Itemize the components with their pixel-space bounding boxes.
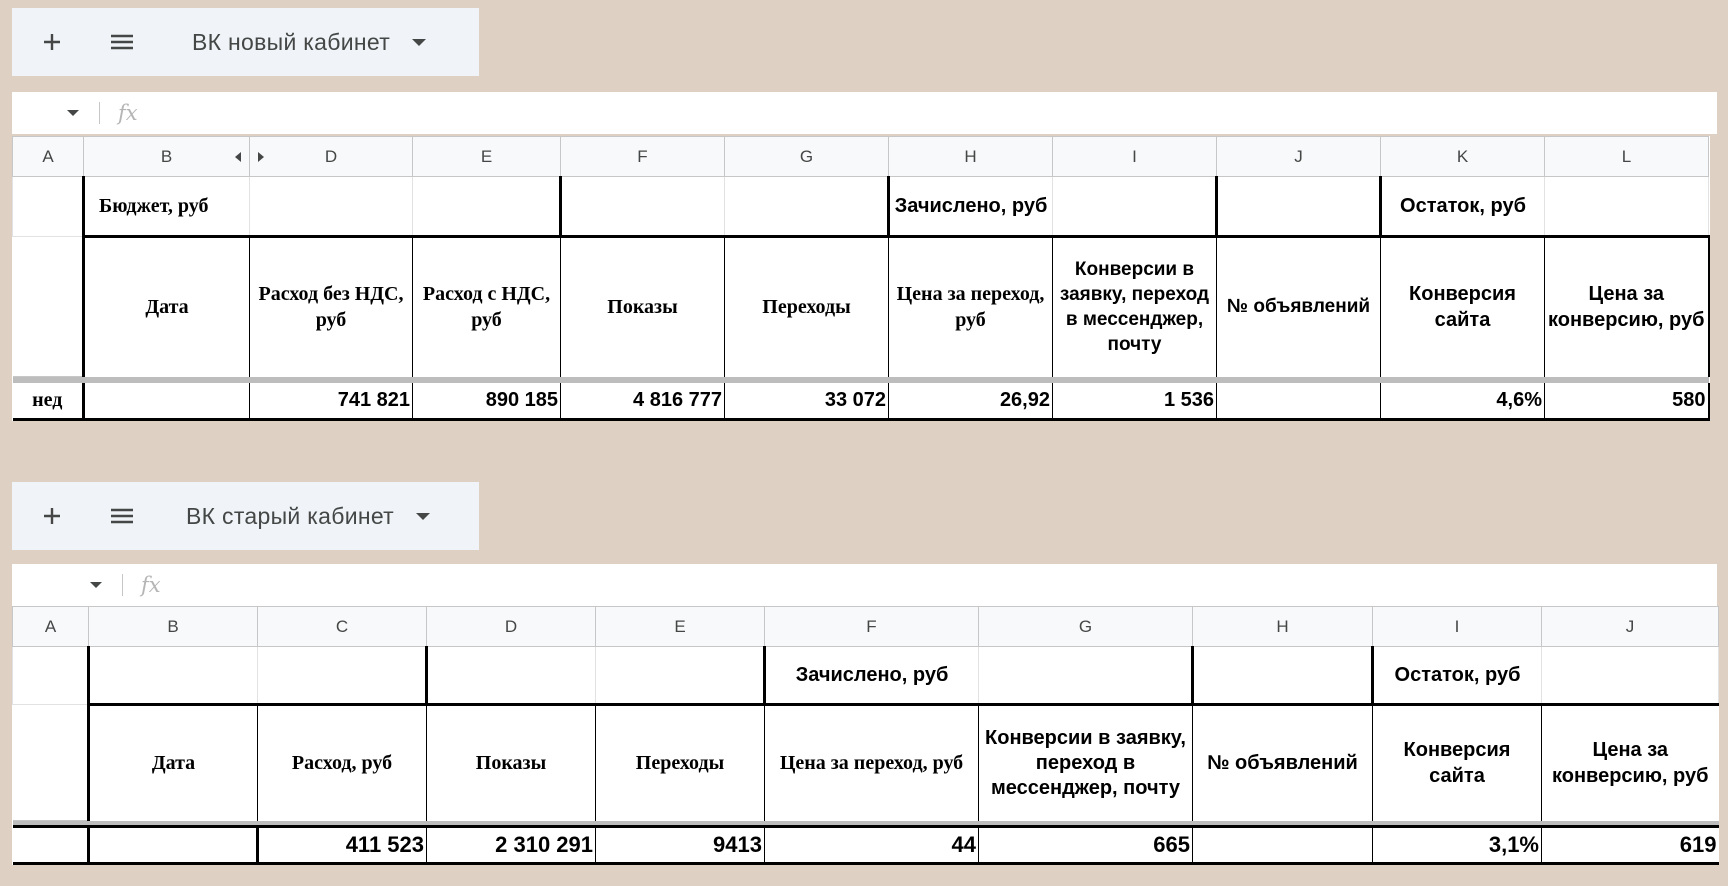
cell[interactable]	[13, 647, 89, 705]
budget-label[interactable]: Бюджет, руб	[84, 177, 250, 237]
column-header-i[interactable]: I	[1373, 607, 1542, 647]
cell[interactable]	[725, 177, 889, 237]
column-header-d[interactable]: D	[427, 607, 596, 647]
column-header-a[interactable]: A	[13, 137, 84, 177]
header-cpc[interactable]: Цена за переход, руб	[765, 705, 979, 821]
column-header-d-label: D	[324, 146, 338, 166]
header-cpa[interactable]: Цена за конверсию, руб	[1545, 237, 1709, 377]
cell[interactable]	[561, 177, 725, 237]
cell[interactable]	[258, 647, 427, 705]
cell-spend[interactable]: 411 523	[258, 827, 427, 864]
cell-cpc[interactable]: 26,92	[889, 383, 1053, 420]
add-sheet-icon[interactable]	[38, 28, 66, 56]
cell-conversions[interactable]: 665	[979, 827, 1193, 864]
cell[interactable]	[1542, 647, 1719, 705]
column-header-e[interactable]: E	[596, 607, 765, 647]
header-impressions[interactable]: Показы	[561, 237, 725, 377]
header-ads[interactable]: № объявлений	[1217, 237, 1381, 377]
column-header-b-label: B	[160, 146, 173, 166]
header-site-conversion[interactable]: Конверсия сайта	[1381, 237, 1545, 377]
cell[interactable]	[1053, 177, 1217, 237]
column-header-c[interactable]: C	[258, 607, 427, 647]
all-sheets-menu-icon[interactable]	[108, 502, 136, 530]
cell[interactable]	[89, 647, 258, 705]
column-header-i[interactable]: I	[1053, 137, 1217, 177]
column-header-f[interactable]: F	[561, 137, 725, 177]
cell[interactable]	[13, 237, 84, 377]
header-impressions[interactable]: Показы	[427, 705, 596, 821]
header-cpc[interactable]: Цена за переход, руб	[889, 237, 1053, 377]
cell-clicks[interactable]: 33 072	[725, 383, 889, 420]
cell-cpc[interactable]: 44	[765, 827, 979, 864]
cell[interactable]	[979, 647, 1193, 705]
sheet-tab-dropdown-icon[interactable]	[412, 39, 426, 46]
cell-date[interactable]	[89, 827, 258, 864]
sheet-tab-name[interactable]: ВК старый кабинет	[186, 502, 395, 529]
column-header-h[interactable]: H	[1193, 607, 1373, 647]
formula-bar-1	[12, 92, 1717, 134]
column-header-g[interactable]: G	[979, 607, 1193, 647]
header-clicks[interactable]: Переходы	[596, 705, 765, 821]
name-box-dropdown-icon[interactable]	[90, 582, 102, 588]
header-date[interactable]: Дата	[84, 237, 250, 377]
sheet-tabbar-1	[12, 8, 479, 76]
header-spend[interactable]: Расход, руб	[258, 705, 427, 821]
balance-label[interactable]: Остаток, руб	[1373, 647, 1542, 705]
header-spend-vat[interactable]: Расход с НДС, руб	[413, 237, 561, 377]
formula-bar-2	[12, 564, 1717, 606]
credited-label[interactable]: Зачислено, руб	[889, 177, 1053, 237]
add-sheet-icon[interactable]	[38, 502, 66, 530]
spreadsheet-grid-2	[12, 606, 1719, 865]
cell-clicks[interactable]: 9413	[596, 827, 765, 864]
column-header-j[interactable]: J	[1542, 607, 1719, 647]
cell[interactable]	[1193, 647, 1373, 705]
cell[interactable]	[13, 705, 89, 821]
column-header-g[interactable]: G	[725, 137, 889, 177]
hidden-columns-left-arrow-icon[interactable]	[235, 152, 241, 162]
fx-icon: fx	[141, 573, 161, 597]
sheet-tab-dropdown-icon[interactable]	[416, 513, 430, 520]
column-header-a[interactable]: A	[13, 607, 89, 647]
cell[interactable]	[13, 177, 84, 237]
header-clicks[interactable]: Переходы	[725, 237, 889, 377]
sheet-tab-name[interactable]: ВК новый кабинет	[192, 28, 391, 55]
cell-impressions[interactable]: 2 310 291	[427, 827, 596, 864]
header-cpa[interactable]: Цена за конверсию, руб	[1552, 739, 1709, 788]
column-header-e[interactable]: E	[413, 137, 561, 177]
column-header-d[interactable]	[250, 137, 413, 177]
cell[interactable]	[413, 177, 561, 237]
row-label-week[interactable]: нед	[13, 383, 84, 420]
cell-spend-no-vat[interactable]: 741 821	[250, 383, 413, 420]
column-header-f[interactable]: F	[765, 607, 979, 647]
hidden-columns-right-arrow-icon[interactable]	[258, 152, 264, 162]
cell-impressions[interactable]: 4 816 777	[561, 383, 725, 420]
fx-icon: fx	[118, 101, 138, 125]
header-conversions[interactable]: Конверсии в заявку, переход в мессенджер, почту	[979, 705, 1193, 821]
cell-ads[interactable]	[1217, 383, 1381, 420]
header-site-conversion[interactable]: Конверсия сайта	[1373, 705, 1542, 821]
cell-cpa[interactable]: 580	[1545, 383, 1709, 420]
cell-ads[interactable]	[1193, 827, 1373, 864]
cell-site-conversion[interactable]: 3,1%	[1373, 827, 1542, 864]
cell-site-conversion[interactable]: 4,6%	[1381, 383, 1545, 420]
header-spend-no-vat[interactable]: Расход без НДС, руб	[250, 237, 413, 377]
header-conversions[interactable]: Конверсии в заявку, переход в мессенджер, почту	[1053, 237, 1217, 377]
cell-date[interactable]	[84, 383, 250, 420]
column-header-j[interactable]: J	[1217, 137, 1381, 177]
column-header-h[interactable]: H	[889, 137, 1053, 177]
cell[interactable]	[427, 647, 596, 705]
cell[interactable]	[1217, 177, 1381, 237]
sheet-tabbar-2	[12, 482, 479, 550]
column-header-l[interactable]: L	[1545, 137, 1709, 177]
all-sheets-menu-icon[interactable]	[108, 28, 136, 56]
column-header-k[interactable]: K	[1381, 137, 1545, 177]
credited-label[interactable]: Зачислено, руб	[765, 647, 979, 705]
formula-divider	[99, 102, 100, 124]
cell[interactable]	[1545, 177, 1709, 237]
header-ads[interactable]: № объявлений	[1193, 705, 1373, 821]
cell[interactable]	[596, 647, 765, 705]
column-header-b[interactable]	[84, 137, 250, 177]
formula-divider	[122, 574, 123, 596]
balance-label[interactable]: Остаток, руб	[1381, 177, 1545, 237]
row-label[interactable]	[13, 827, 89, 864]
cell-conversions[interactable]: 1 536	[1053, 383, 1217, 420]
cell[interactable]	[250, 177, 413, 237]
cell-spend-vat[interactable]: 890 185	[413, 383, 561, 420]
cell-cpa[interactable]: 619	[1542, 827, 1719, 864]
name-box-dropdown-icon[interactable]	[67, 110, 79, 116]
column-header-b[interactable]: B	[89, 607, 258, 647]
header-date[interactable]: Дата	[89, 705, 258, 821]
spreadsheet-grid-1	[12, 136, 1710, 421]
